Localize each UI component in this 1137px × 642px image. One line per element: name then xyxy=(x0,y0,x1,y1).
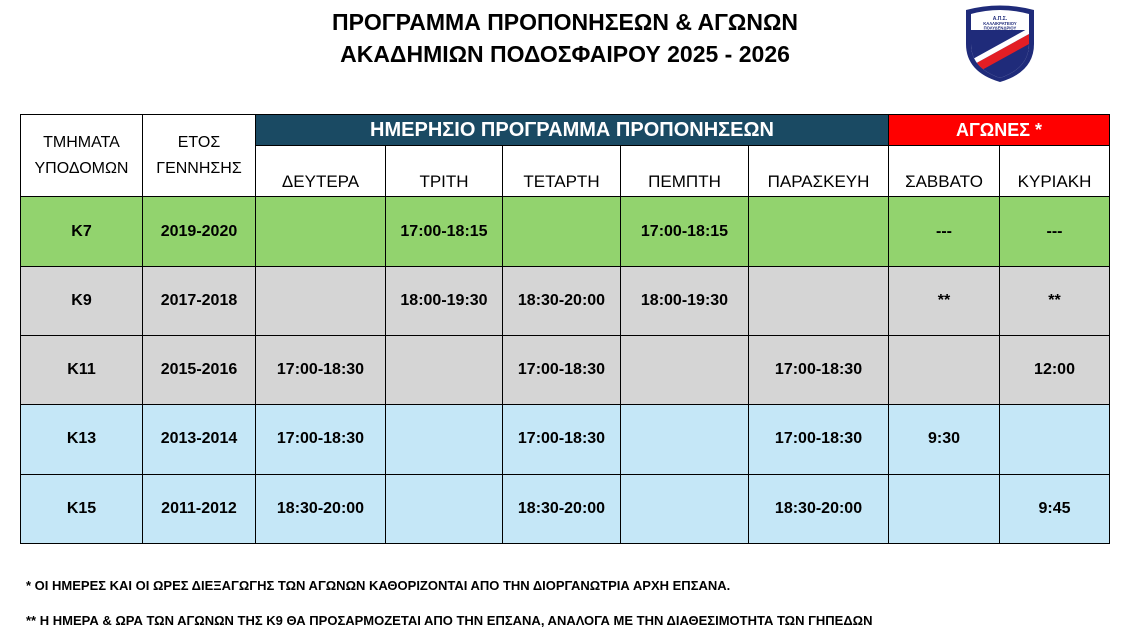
header-birth-year: ΕΤΟΣ ΓΕΝΝΗΣΗΣ xyxy=(143,115,256,197)
club-crest-logo xyxy=(963,4,1037,82)
svg-text:ΚΑΛΛΙΚΡΑΤΕΙΟΥ: ΚΑΛΛΙΚΡΑΤΕΙΟΥ xyxy=(983,21,1017,26)
schedule-cell: 18:00-19:30 xyxy=(621,266,749,335)
day-header-monday: ΔΕΥΤΕΡΑ xyxy=(256,146,386,197)
table-row xyxy=(21,266,1110,335)
schedule-cell xyxy=(749,197,889,266)
schedule-cell: --- xyxy=(1000,197,1110,266)
day-header-tuesday: ΤΡΙΤΗ xyxy=(386,146,503,197)
schedule-cell: 18:30-20:00 xyxy=(749,474,889,543)
team-cell: Κ7 xyxy=(21,197,143,266)
schedule-cell xyxy=(1000,405,1110,474)
table-row xyxy=(21,474,1110,543)
footnote-matches: * ΟΙ ΗΜΕΡΕΣ ΚΑΙ ΟΙ ΩΡΕΣ ΔΙΕΞΑΓΩΓΗΣ ΤΩΝ ΑΓΩΝΩΝ ΚΑΘΟΡΙΖΟΝΤΑΙ ΑΠΟ ΤΗΝ ΔΙΟΡΓΑΝΩΤΡΙΑ ΑΡΧΗ ΕΠΣΑΝΑ. xyxy=(26,578,731,593)
schedule-cell: --- xyxy=(889,197,1000,266)
schedule-cell xyxy=(386,474,503,543)
schedule-cell: 17:00-18:30 xyxy=(749,405,889,474)
schedule-cell: ** xyxy=(889,266,1000,335)
schedule-cell: 18:30-20:00 xyxy=(503,266,621,335)
day-header-thursday: ΠΕΜΠΤΗ xyxy=(621,146,749,197)
title-line-2: ΑΚΑΔΗΜΙΩΝ ΠΟΔΟΣΦΑΙΡΟΥ 2025 - 2026 xyxy=(340,41,790,67)
page-title xyxy=(210,6,920,70)
schedule-cell: 17:00-18:15 xyxy=(386,197,503,266)
header-training-schedule: ΗΜΕΡΗΣΙΟ ΠΡΟΓΡΑΜΜΑ ΠΡΟΠΟΝΗΣΕΩΝ xyxy=(256,115,889,146)
day-header-friday: ΠΑΡΑΣΚΕΥΗ xyxy=(749,146,889,197)
footnote-k9: ** Η ΗΜΕΡΑ & ΩΡΑ ΤΩΝ ΑΓΩΝΩΝ ΤΗΣ Κ9 ΘΑ ΠΡΟΣΑΡΜΟΖΕΤΑΙ ΑΠΟ ΤΗΝ ΕΠΣΑΝΑ, ΑΝΑΛΟΓΑ ΜΕ ΤΗΝ ΔΙΑΘΕΣΙΜΟΤΗΤΑ ΤΩΝ ΓΗΠΕΔΩΝ xyxy=(26,613,873,628)
schedule-cell: 17:00-18:30 xyxy=(749,336,889,405)
year-cell: 2015-2016 xyxy=(143,336,256,405)
schedule-cell: 9:30 xyxy=(889,405,1000,474)
schedule-cell xyxy=(621,405,749,474)
header-matches: ΑΓΩΝΕΣ * xyxy=(889,115,1110,146)
schedule-table xyxy=(20,114,1110,544)
day-header-sunday: ΚΥΡΙΑΚΗ xyxy=(1000,146,1110,197)
schedule-cell xyxy=(503,197,621,266)
header-teams: ΤΜΗΜΑΤΑ ΥΠΟΔΟΜΩΝ xyxy=(21,115,143,197)
table-row xyxy=(21,405,1110,474)
schedule-cell: 18:30-20:00 xyxy=(256,474,386,543)
schedule-cell: 17:00-18:30 xyxy=(256,336,386,405)
schedule-cell: 17:00-18:30 xyxy=(256,405,386,474)
header-row-1 xyxy=(21,115,1110,146)
schedule-cell xyxy=(621,336,749,405)
schedule-cell xyxy=(749,266,889,335)
schedule-cell xyxy=(256,266,386,335)
schedule-cell xyxy=(889,336,1000,405)
team-cell: Κ9 xyxy=(21,266,143,335)
schedule-cell xyxy=(386,336,503,405)
schedule-cell xyxy=(621,474,749,543)
schedule-cell: 17:00-18:15 xyxy=(621,197,749,266)
year-cell: 2013-2014 xyxy=(143,405,256,474)
schedule-cell: 9:45 xyxy=(1000,474,1110,543)
schedule-cell: 18:00-19:30 xyxy=(386,266,503,335)
team-cell: Κ15 xyxy=(21,474,143,543)
schedule-cell: 17:00-18:30 xyxy=(503,405,621,474)
table-row xyxy=(21,197,1110,266)
schedule-cell: ** xyxy=(1000,266,1110,335)
table-row xyxy=(21,336,1110,405)
team-cell: Κ13 xyxy=(21,405,143,474)
schedule-cell: 17:00-18:30 xyxy=(503,336,621,405)
team-cell: Κ11 xyxy=(21,336,143,405)
schedule-cell xyxy=(386,405,503,474)
svg-text:ΠΟΛΥΔΕΝΔΡΙΟΥ: ΠΟΛΥΔΕΝΔΡΙΟΥ xyxy=(983,25,1017,31)
year-cell: 2019-2020 xyxy=(143,197,256,266)
schedule-cell xyxy=(256,197,386,266)
day-header-wednesday: ΤΕΤΑΡΤΗ xyxy=(503,146,621,197)
title-line-1: ΠΡΟΓΡΑΜΜΑ ΠΡΟΠΟΝΗΣΕΩΝ & ΑΓΩΝΩΝ xyxy=(331,9,799,35)
svg-text:Α.Π.Σ.: Α.Π.Σ. xyxy=(992,16,1008,22)
year-cell: 2011-2012 xyxy=(143,474,256,543)
schedule-cell xyxy=(889,474,1000,543)
schedule-cell: 12:00 xyxy=(1000,336,1110,405)
schedule-cell: 18:30-20:00 xyxy=(503,474,621,543)
day-header-saturday: ΣΑΒΒΑΤΟ xyxy=(889,146,1000,197)
year-cell: 2017-2018 xyxy=(143,266,256,335)
